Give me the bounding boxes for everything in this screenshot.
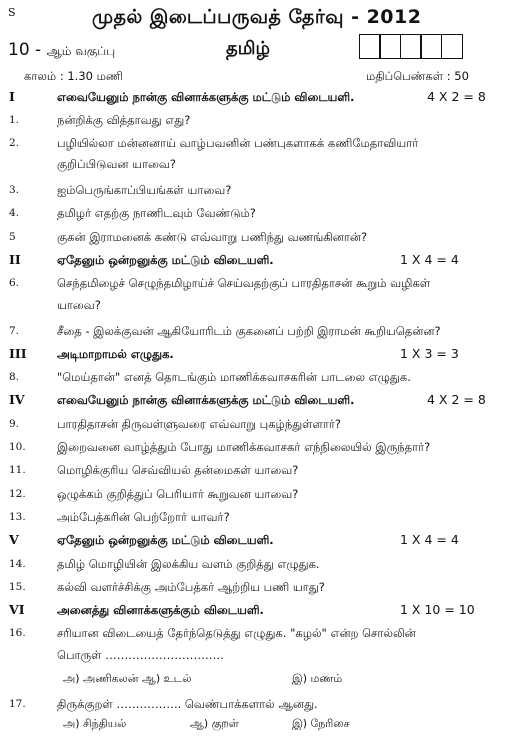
question-continuation: பொருள் …………………………. xyxy=(57,648,224,662)
roll-number-boxes xyxy=(360,34,463,59)
question-number: 7. xyxy=(9,325,20,337)
section-instruction: எவையேனும் நான்கு வினாக்களுக்கு மட்டும் விடையளி. xyxy=(57,393,355,407)
question-continuation: குறிப்பிடுவன யாவை? xyxy=(57,157,177,171)
question-item xyxy=(0,438,518,458)
section-marks: 1 X 3 = 3 xyxy=(400,346,459,361)
maximum-marks: மதிப்பெண்கள் : 50 xyxy=(366,69,469,83)
question-item xyxy=(0,181,518,201)
roll-box xyxy=(441,34,463,59)
question-text: இறைவனை வாழ்த்தும் போது மாணிக்கவாசகர் எந்நிலையில் இருந்தார்? xyxy=(57,440,431,454)
section-instruction: ஏதேனும் ஒன்றனுக்கு மட்டும் விடையளி. xyxy=(57,533,274,547)
question-text: திருக்குறள் …………….. வெண்பாக்களால் ஆனது. xyxy=(57,697,318,711)
question-item xyxy=(0,485,518,505)
question-text: "மெய்தான்" எனத் தொடங்கும் மாணிக்கவாசகரின் பாடலை எழுதுக. xyxy=(57,370,411,384)
question-item xyxy=(0,134,518,154)
section-number: VI xyxy=(9,602,25,617)
mcq-option: அ) சிந்தியல் xyxy=(63,717,127,730)
section-instruction: அனைத்து வினாக்களுக்கும் விடையளி. xyxy=(57,603,264,617)
question-text: அம்பேத்கரின் பெற்றோர் யாவர்? xyxy=(57,510,230,524)
question-item xyxy=(0,461,518,481)
section-heading xyxy=(0,601,518,621)
question-number: 6. xyxy=(9,277,20,289)
question-item xyxy=(0,274,518,294)
mcq-option: இ) மணம் xyxy=(292,672,343,685)
roll-box xyxy=(359,34,381,59)
section-number: III xyxy=(9,346,27,361)
corner-mark: S xyxy=(8,6,16,19)
question-number: 11. xyxy=(9,464,26,476)
roll-box xyxy=(379,34,401,59)
roll-box xyxy=(400,34,422,59)
mcq-option: ஆ) குறள் xyxy=(190,717,239,730)
question-text: பாரதிதாசன் திருவள்ளுவரை எவ்வாறு புகழ்ந்துள்ளார்? xyxy=(57,417,342,431)
section-marks: 1 X 4 = 4 xyxy=(400,532,459,547)
question-number: 10. xyxy=(9,441,26,453)
question-item xyxy=(0,322,518,342)
question-text: செந்தமிழைச் செழுந்தமிழாய்ச் செய்வதற்குப் பாரதிதாசன் கூறும் வழிகள் xyxy=(57,276,431,290)
question-number: 8. xyxy=(9,371,20,383)
mcq-option: அ) அணிகலன் ஆ) உடல் xyxy=(63,672,192,685)
section-marks: 1 X 4 = 4 xyxy=(400,252,459,267)
section-heading xyxy=(0,531,518,551)
question-number: 1. xyxy=(9,114,20,126)
standard-number: 10 - xyxy=(8,40,42,60)
question-text: தமிழ் மொழியின் இலக்கிய வளம் குறித்து எழுதுக. xyxy=(57,557,320,571)
section-heading xyxy=(0,391,518,411)
question-number: 12. xyxy=(9,488,26,500)
exam-title: முதல் இடைப்பருவத் தேர்வு - 2012 xyxy=(92,6,422,28)
mcq-option: இ) நேரிசை xyxy=(292,717,350,730)
question-text: கல்வி வளர்ச்சிக்கு அம்பேத்கர் ஆற்றிய பணி யாது? xyxy=(57,580,325,594)
question-number: 13. xyxy=(9,511,26,523)
question-text: பழியில்லா மன்னனாய் வாழ்பவனின் பண்புகளாகக் கணிமேதாவியார் xyxy=(57,136,419,150)
question-item xyxy=(0,415,518,435)
question-text: சரியான விடையைத் தேர்ந்தெடுத்து எழுதுக. "கழல்" என்ற சொல்லின் xyxy=(57,626,416,640)
question-item xyxy=(0,204,518,224)
question-item xyxy=(0,695,518,715)
section-marks: 4 X 2 = 8 xyxy=(427,89,486,104)
section-heading xyxy=(0,88,518,108)
standard-label xyxy=(8,40,115,60)
question-number: 16. xyxy=(9,627,26,639)
section-heading xyxy=(0,251,518,271)
subject-title: தமிழ் xyxy=(226,38,270,59)
question-number: 4. xyxy=(9,207,20,219)
question-text: மொழிக்குரிய செவ்வியல் தன்மைகள் யாவை? xyxy=(57,463,299,477)
question-text: ஒழுக்கம் குறித்துப் பெரியார் கூறுவன யாவை? xyxy=(57,487,299,501)
section-number: II xyxy=(9,252,21,267)
roll-box xyxy=(420,34,442,59)
section-marks: 1 X 10 = 10 xyxy=(400,602,475,617)
question-number: 3. xyxy=(9,184,20,196)
question-item xyxy=(0,368,518,388)
question-text: நன்றிக்கு வித்தாவது எது? xyxy=(57,113,191,127)
question-item xyxy=(0,624,518,644)
section-number: V xyxy=(9,532,19,547)
section-instruction: ஏதேனும் ஒன்றனுக்கு மட்டும் விடையளி. xyxy=(57,253,274,267)
question-text: குகன் இராமனைக் கண்டு எவ்வாறு பணிந்து வணங்கினான்? xyxy=(57,230,368,244)
exam-duration: காலம் : 1.30 மணி xyxy=(24,69,123,83)
section-instruction: அடிமாறாமல் எழுதுக. xyxy=(57,347,174,361)
section-number: I xyxy=(9,89,15,104)
question-text: சீதை - இலக்குவன் ஆகியோரிடம் குகனைப் பற்றி இராமன் கூறியதென்ன? xyxy=(57,324,441,338)
question-item xyxy=(0,578,518,598)
question-number: 9. xyxy=(9,418,20,430)
standard-text: ஆம் வகுப்பு xyxy=(46,44,116,58)
question-item xyxy=(0,228,518,248)
question-item xyxy=(0,111,518,131)
question-text: தமிழர் எதற்கு நாணிடவும் வேண்டும்? xyxy=(57,206,256,220)
section-number: IV xyxy=(9,392,25,407)
question-number: 17. xyxy=(9,698,26,710)
question-number: 14. xyxy=(9,558,26,570)
question-number: 5 xyxy=(9,231,16,243)
question-text: ஐம்பெருங்காப்பியங்கள் யாவை? xyxy=(57,183,232,197)
section-heading xyxy=(0,345,518,365)
question-number: 2. xyxy=(9,137,20,149)
question-continuation: யாவை? xyxy=(57,298,101,312)
section-instruction: எவையேனும் நான்கு வினாக்களுக்கு மட்டும் விடையளி. xyxy=(57,90,355,104)
question-item xyxy=(0,508,518,528)
question-item xyxy=(0,555,518,575)
question-number: 15. xyxy=(9,581,26,593)
section-marks: 4 X 2 = 8 xyxy=(427,392,486,407)
